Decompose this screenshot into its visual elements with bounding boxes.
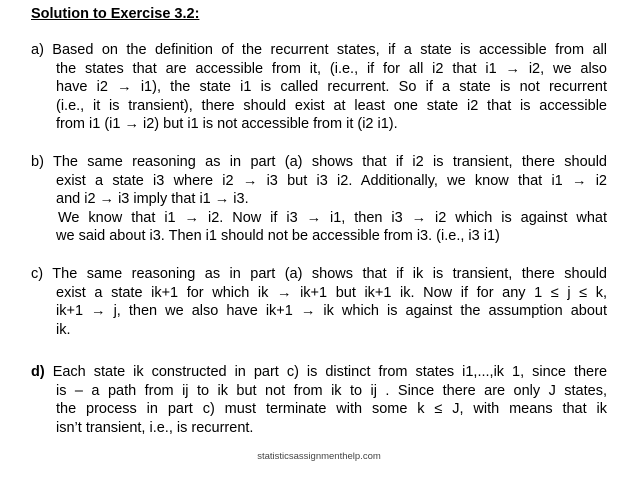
paragraph-b-line: exist a state i3 where i2 → i3 but i3 i2. Additionally, we know that i1 → i2 (56, 172, 607, 189)
paragraph-a-line: a) Based on the definition of the recurrent states, if a state is accessible from all (31, 42, 607, 58)
document-title: Solution to Exercise 3.2: (31, 6, 200, 22)
paragraph-d-label: d) (31, 364, 45, 380)
paragraph-c (31, 265, 607, 339)
paragraph-c-line: ik+1 → j, then we also have ik+1 → ik which is against the assumption about (56, 303, 607, 320)
paragraph-d-line: isn’t transient, i.e., is recurrent. (56, 419, 254, 436)
paragraph-a (31, 41, 607, 134)
paragraph-d-line: the process in part c) must terminate with some k ≤ J, with means that ik (56, 401, 607, 418)
paragraph-c-line: exist a state ik+1 for which ik → ik+1 but ik+1 ik. Now if for any 1 ≤ j ≤ k, (56, 284, 607, 301)
paragraph-c-line: c) The same reasoning as in part (a) shows that if ik is transient, there should (31, 266, 607, 282)
paragraph-a-line: the states that are accessible from it, (i.e., if for all i2 that i1 → i2, we also (56, 60, 607, 77)
paragraph-b (31, 153, 607, 246)
paragraph-d-line: is – a path from ij to ik but not from ik to ij . Since there are only J states, (56, 382, 607, 399)
paragraph-b-line: We know that i1 → i2. Now if i3 → i1, then i3 → i2 which is against what (58, 209, 607, 226)
paragraph-d-first-line-text: Each state ik constructed in part c) is distinct from states i1,...,ik 1, since there (52, 364, 608, 380)
paragraph-a-line: have i2 → i1), the state i1 is called recurrent. So if a state is not recurrent (56, 79, 607, 96)
paragraph-b-line: and i2 → i3 imply that i1 → i3. (56, 191, 249, 208)
paragraph-a-line: (i.e., it is transient), there should exist at least one state i2 that is accessible (56, 97, 607, 114)
paragraph-b-line: we said about i3. Then i1 should not be accessible from i3. (i.e., i3 i1) (56, 228, 500, 245)
footer-watermark: statisticsassignmenthelp.com (257, 451, 381, 462)
paragraph-d (31, 363, 607, 437)
paragraph-c-line: ik. (56, 321, 71, 338)
paragraph-a-line: from i1 (i1 → i2) but i1 is not accessible from it (i2 i1). (56, 116, 398, 133)
paragraph-b-line: b) The same reasoning as in part (a) shows that if i2 is transient, there should (31, 154, 607, 170)
paragraph-d-line (31, 363, 607, 382)
